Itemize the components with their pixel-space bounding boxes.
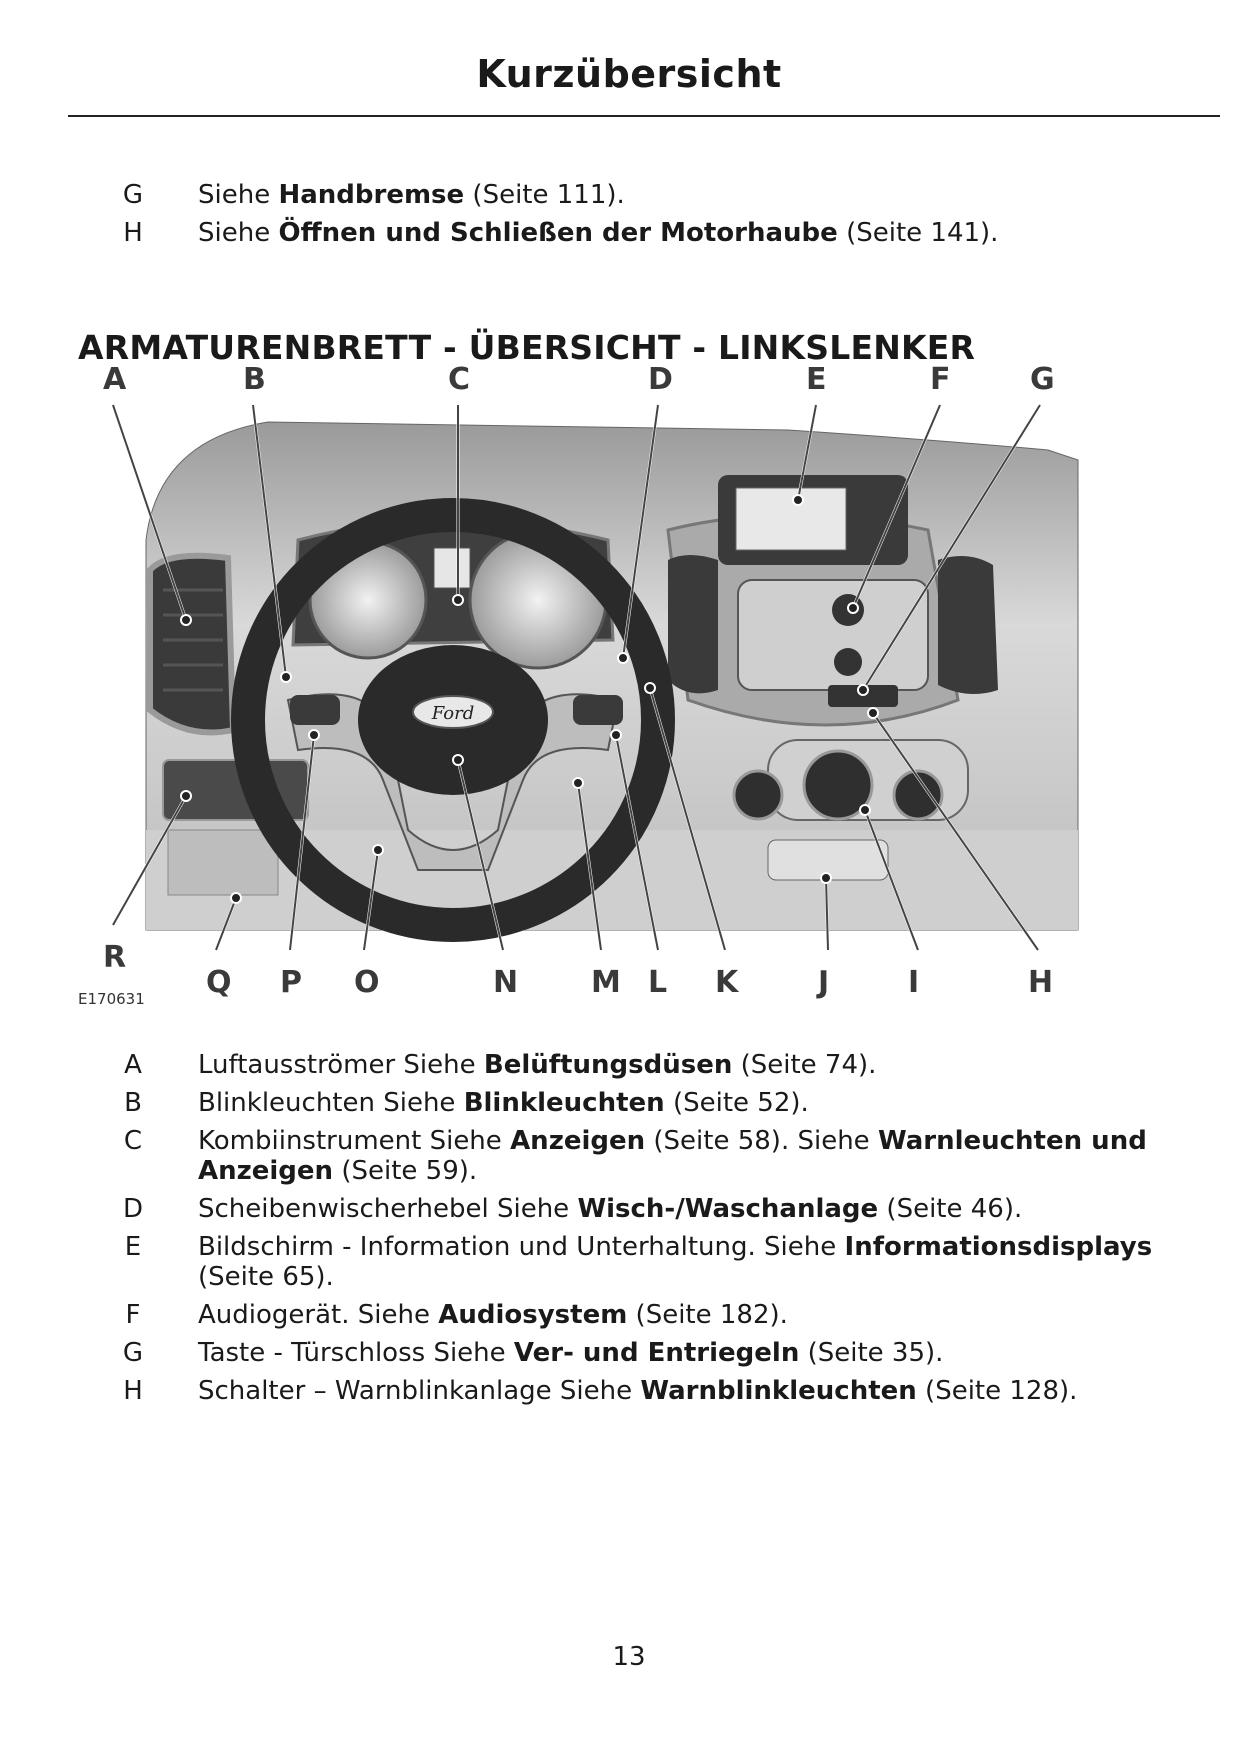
legend-text-part: Luftausströmer Siehe [198, 1050, 484, 1080]
legend-text-part: (Seite 52). [664, 1088, 809, 1118]
leader-i-dot [860, 805, 870, 815]
legend-letter: B [124, 1088, 142, 1118]
leader-h-dot [868, 708, 878, 718]
reference-title: Anzeigen [510, 1126, 646, 1156]
legend-entry [68, 1232, 1168, 1292]
legend-text [198, 1232, 1168, 1292]
callout-label-o: O [354, 965, 380, 1000]
legend-text-part: Kombiinstrument Siehe [198, 1126, 511, 1156]
leader-f-dot [848, 603, 858, 613]
callout-label-a: A [103, 362, 127, 397]
legend-text-part: (Seite 74). [732, 1050, 877, 1080]
legend-text [198, 218, 1168, 248]
legend-text [198, 1376, 1168, 1406]
leader-b-dot [281, 672, 291, 682]
callout-label-k: K [715, 965, 739, 1000]
leader-g-dot [858, 685, 868, 695]
figure-id: E170631 [78, 990, 145, 1008]
legend-text-part: (Seite 35). [799, 1338, 944, 1368]
legend-letter: H [123, 1376, 143, 1406]
legend-text [198, 1338, 1168, 1368]
left-air-vent [150, 556, 233, 733]
legend-letter: G [122, 1338, 144, 1368]
leader-o-dot [373, 845, 383, 855]
legend-letter: F [125, 1300, 141, 1330]
callout-label-n: N [493, 965, 519, 1000]
leader-e-dot [793, 495, 803, 505]
leader-j-dot [821, 873, 831, 883]
legend-letter: D [122, 1194, 144, 1224]
legend-text-part: (Seite 111). [464, 180, 625, 210]
legend-entry [68, 1126, 1168, 1186]
audio-knob-2 [834, 648, 862, 676]
legend-text-part: Scheibenwischerhebel Siehe [198, 1194, 578, 1224]
callout-label-i: I [908, 965, 920, 1000]
reference-title: Belüftungsdüsen [483, 1050, 733, 1080]
legend-text-part: (Seite 46). [878, 1194, 1023, 1224]
legend-text [198, 1300, 1168, 1330]
reference-title: Audiosystem [438, 1300, 628, 1330]
info-display [736, 488, 846, 550]
leader-n-dot [453, 755, 463, 765]
reference-title: Ver- und Entriegeln [513, 1338, 800, 1368]
entry-list [68, 1050, 1168, 1406]
legend-entry [68, 180, 1168, 210]
legend-text-part: Siehe [198, 180, 279, 210]
leader-p-dot [309, 730, 319, 740]
reference-title: Blinkleuchten [463, 1088, 665, 1118]
callout-label-p: P [280, 965, 302, 1000]
section-title: ARMATURENBRETT - ÜBERSICHT - LINKSLENKER [78, 328, 976, 367]
audio-panel [738, 580, 928, 690]
header-rule [68, 115, 1220, 117]
legend-text-part: Blinkleuchten Siehe [198, 1088, 464, 1118]
callout-label-c: C [448, 362, 471, 397]
reference-title: Öffnen und Schließen der Motorhaube [278, 218, 838, 248]
callout-label-e: E [806, 362, 827, 397]
leader-c-dot [453, 595, 463, 605]
legend-text-part: (Seite 65). [198, 1262, 334, 1292]
legend-entry [68, 1300, 1168, 1330]
callout-label-g: G [1030, 362, 1055, 397]
legend-entry [68, 1088, 1168, 1118]
right-wheel-buttons [573, 695, 623, 725]
legend-entry [68, 218, 1168, 248]
callout-label-m: M [591, 965, 621, 1000]
callout-label-d: D [648, 362, 673, 397]
legend-entry [68, 1338, 1168, 1368]
page-number: 13 [612, 1642, 646, 1672]
legend-text [198, 1050, 1168, 1080]
legend-letter: G [122, 180, 144, 210]
legend-text-part: (Seite 182). [627, 1300, 788, 1330]
callout-label-b: B [243, 362, 266, 397]
legend-letter: H [123, 218, 143, 248]
leader-a-dot [181, 615, 191, 625]
legend-text-part: (Seite 59). [333, 1156, 478, 1186]
climate-knob-left [734, 771, 782, 819]
legend-text [198, 1126, 1168, 1186]
legend-entry [68, 1194, 1168, 1224]
cluster-display [434, 548, 470, 588]
leader-q-dot [231, 893, 241, 903]
right-vent [938, 556, 998, 694]
leader-d-dot [618, 653, 628, 663]
legend-text-part: (Seite 58). Siehe [645, 1126, 878, 1156]
page-title: Kurzübersicht [476, 52, 782, 96]
leader-k-dot [645, 683, 655, 693]
callout-label-j: J [818, 965, 830, 1000]
legend-text-part: Schalter – Warnblinkanlage Siehe [198, 1376, 641, 1406]
leader-m-dot [573, 778, 583, 788]
legend-text-part: Bildschirm - Information und Unterhaltung. Siehe [198, 1232, 845, 1262]
legend-text-part: (Seite 128). [916, 1376, 1078, 1406]
dashboard-illustration [68, 400, 1188, 1120]
legend-entry [68, 1376, 1168, 1406]
right-center-vent [668, 555, 718, 693]
reference-title: Warnleuchten und Anzeigen [198, 1126, 1147, 1186]
legend-entry [68, 1050, 1168, 1080]
ford-logo-text: Ford [431, 703, 475, 724]
legend-text [198, 1088, 1168, 1118]
legend-text-part: Audiogerät. Siehe [198, 1300, 439, 1330]
callout-label-h: H [1028, 965, 1054, 1000]
legend-letter: A [124, 1050, 142, 1080]
lower-left-panel [168, 830, 278, 895]
legend-letter: C [123, 1126, 143, 1156]
callout-label-r: R [103, 940, 127, 975]
legend-letter: E [124, 1232, 142, 1262]
reference-title: Wisch-/Waschanlage [577, 1194, 879, 1224]
callout-label-q: Q [206, 965, 232, 1000]
reference-title: Warnblinkleuchten [640, 1376, 917, 1406]
reference-title: Handbremse [278, 180, 465, 210]
leader-l-dot [611, 730, 621, 740]
legend-text [198, 1194, 1168, 1224]
top-entry-list [68, 180, 1168, 248]
left-wheel-buttons [290, 695, 340, 725]
legend-text-part: (Seite 141). [837, 218, 999, 248]
reference-title: Informationsdisplays [844, 1232, 1153, 1262]
dashboard-figure [68, 362, 1188, 1120]
leader-r-dot [181, 791, 191, 801]
legend-text-part: Taste - Türschloss Siehe [198, 1338, 514, 1368]
callout-label-f: F [930, 362, 951, 397]
callout-label-l: L [648, 965, 668, 1000]
legend-text-part: Siehe [198, 218, 279, 248]
legend-text [198, 180, 1168, 210]
